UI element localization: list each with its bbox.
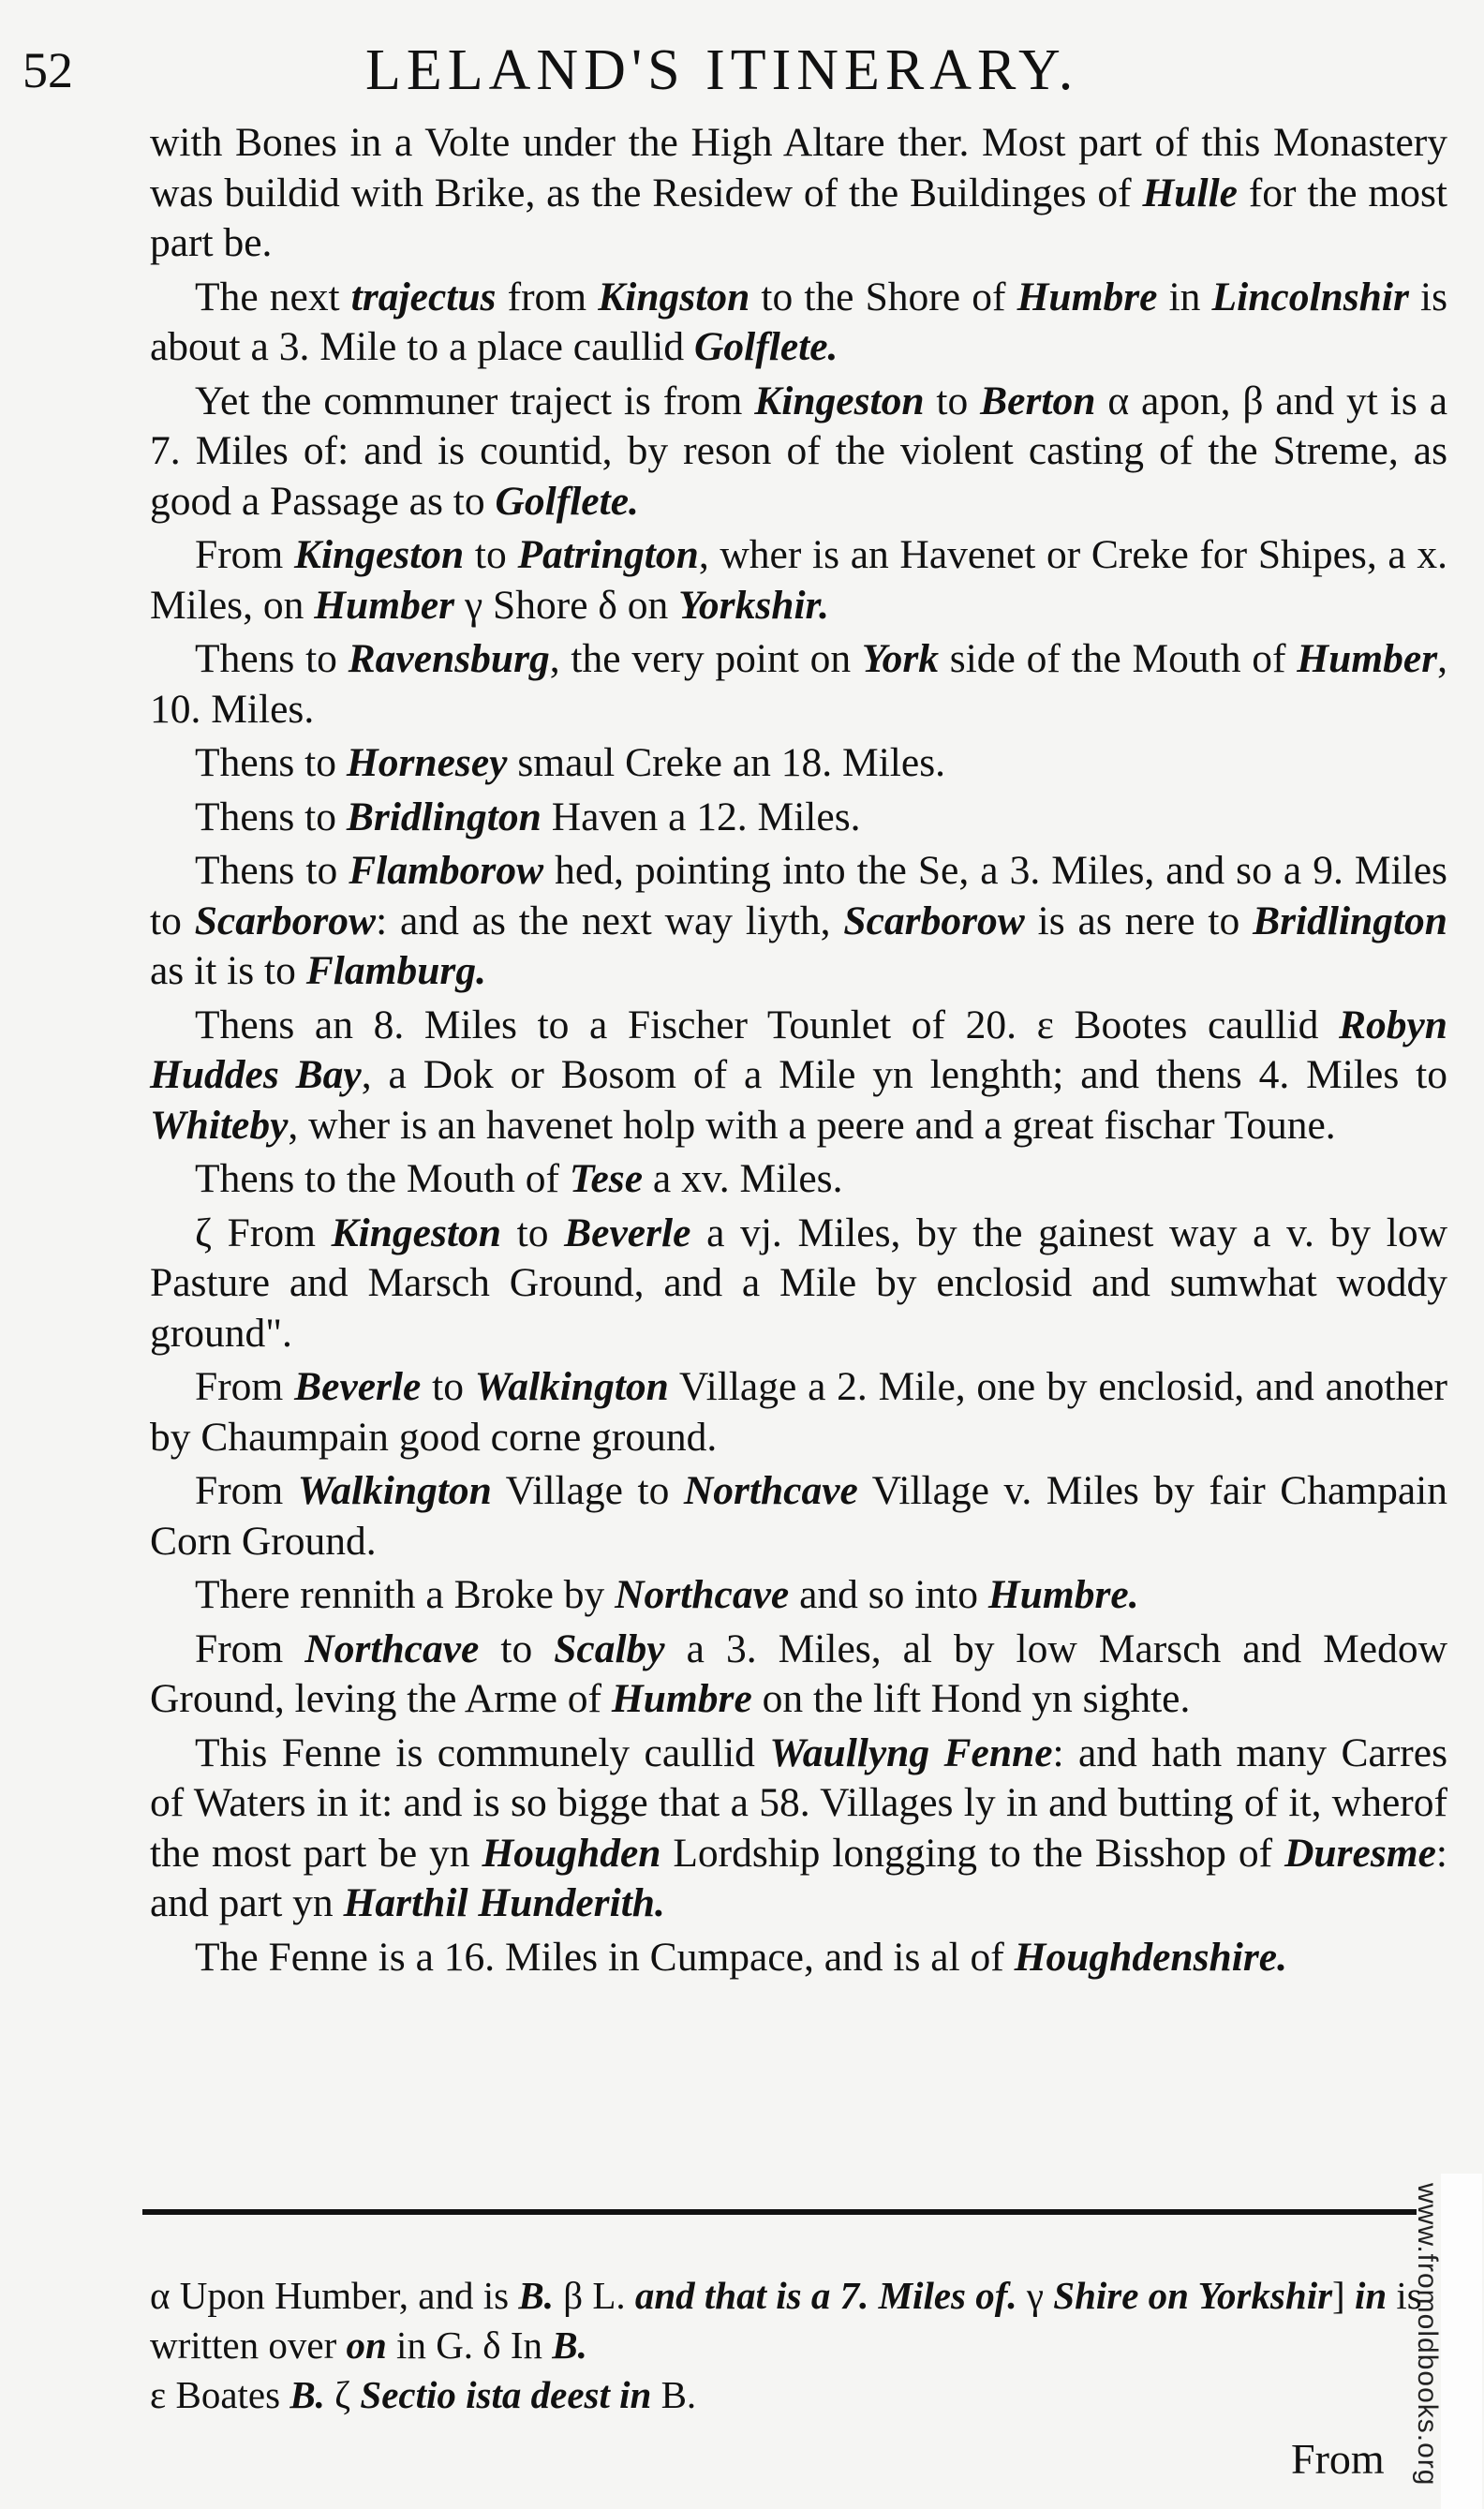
italic-text: Bridlington — [1253, 898, 1447, 943]
text-run: and so into — [789, 1572, 988, 1617]
watermark-text: www.fromoldbooks.org — [1412, 2183, 1443, 2487]
italic-text: Scarborow — [843, 898, 1025, 943]
text-run: Thens to — [195, 740, 347, 785]
text-run: From — [195, 1626, 305, 1671]
text-run: to — [464, 532, 518, 577]
text-run: Yet the communer traject is from — [195, 378, 755, 423]
italic-text: Beverle — [564, 1210, 691, 1255]
italic-text: Houghdenshire. — [1014, 1934, 1287, 1980]
main-text — [150, 118, 1447, 1982]
italic-text: Kingeston — [754, 378, 925, 423]
footnote-paragraph — [150, 2271, 1424, 2370]
footnote-rule — [142, 2209, 1417, 2215]
body-paragraph — [150, 1570, 1447, 1621]
italic-text: York — [861, 636, 940, 681]
italic-text: Humbre — [611, 1676, 752, 1721]
text-run: Village v. Miles by fair Champain Corn Ground. — [150, 1468, 1447, 1564]
text-run: is about a 3. Mile to a place caullid — [150, 274, 1448, 369]
running-title: LELAND'S ITINERARY. — [365, 38, 1079, 102]
text-run: This Fenne is communely caullid — [195, 1730, 770, 1775]
italic-text: Hulle — [1142, 170, 1238, 215]
text-run: Village a 2. Mile, one by enclosid, and another by Chaumpain good corne ground. — [150, 1364, 1448, 1460]
italic-text: Golflete. — [495, 478, 639, 524]
body-paragraph — [150, 738, 1447, 789]
text-run: is written over — [150, 2274, 1422, 2367]
italic-text: Bridlington — [346, 794, 542, 839]
italic-text: Scalby — [554, 1626, 665, 1671]
italic-text: Humber — [314, 582, 455, 628]
text-run: to the Shore of — [749, 274, 1017, 319]
text-run: ζ — [324, 2373, 361, 2416]
text-run: Thens an 8. Miles to a Fischer Tounlet of 20. ε Bootes caullid — [195, 1002, 1339, 1047]
text-run: From — [195, 1364, 295, 1409]
italic-text: B. — [289, 2373, 325, 2416]
italic-text: Whiteby — [150, 1102, 289, 1148]
text-run: hed, pointing into the Se, a 3. Miles, and so a 9. Miles to — [150, 848, 1447, 943]
body-paragraph — [150, 1209, 1447, 1359]
text-run: γ — [1017, 2274, 1054, 2317]
text-run: : and hath many Carres of Waters in it: and is so bigge that a 58. Villages ly in and butting of it, wherof the most part be yn — [150, 1730, 1448, 1876]
italic-text: Harthil Hunderith. — [343, 1880, 665, 1925]
watermark-strip — [1441, 2174, 1482, 2509]
body-paragraph — [150, 1154, 1447, 1205]
italic-text: Sectio ista deest in — [360, 2373, 652, 2416]
text-run: α apon, β and yt is a 7. Miles of: and is countid, by reson of the violent casting of the Streme, as good a Passage as to — [150, 378, 1447, 524]
text-run: α Upon Humber, and is — [150, 2274, 519, 2317]
text-run: a xv. Miles. — [643, 1156, 843, 1201]
italic-text: Beverle — [294, 1364, 422, 1409]
text-run: , 10. Miles. — [150, 636, 1448, 732]
text-run: β L. — [553, 2274, 635, 2317]
text-run: Haven a 12. Miles. — [541, 794, 861, 839]
text-run: B. — [651, 2373, 697, 2416]
text-run: From — [195, 532, 294, 577]
italic-text: Walkington — [297, 1468, 492, 1513]
italic-text: Humbre — [1017, 274, 1158, 319]
body-paragraph — [150, 846, 1447, 997]
page-number: 52 — [22, 42, 73, 98]
italic-text: Kingeston — [331, 1210, 501, 1255]
italic-text: Houghden — [482, 1830, 661, 1876]
text-run: ε Boates — [150, 2373, 290, 2416]
text-run: Village to — [491, 1468, 684, 1513]
text-run: The Fenne is a 16. Miles in Cumpace, and is al of — [195, 1934, 1015, 1980]
body-paragraph — [150, 530, 1447, 631]
body-paragraph — [150, 1933, 1447, 1983]
text-run: ] — [1332, 2274, 1355, 2317]
italic-text: Duresme — [1284, 1830, 1436, 1876]
body-paragraph — [150, 1729, 1447, 1929]
text-run: , wher is an havenet holp with a peere and a great fischar Toune. — [288, 1102, 1336, 1148]
italic-text: B. — [552, 2323, 587, 2367]
text-run: to — [500, 1210, 565, 1255]
italic-text: Yorkshir. — [678, 582, 829, 628]
text-run: Lordship longging to the Bisshop of — [660, 1830, 1284, 1876]
text-run: to — [479, 1626, 555, 1671]
italic-text: Walkington — [474, 1364, 669, 1409]
text-run: Thens to the Mouth of — [195, 1156, 570, 1201]
italic-text: Hornesey — [346, 740, 508, 785]
text-run: from — [496, 274, 599, 319]
italic-text: Humber — [1297, 636, 1438, 681]
text-run: in — [1157, 274, 1212, 319]
italic-text: Golflete. — [694, 324, 838, 369]
text-run: The next — [195, 274, 351, 319]
italic-text: B. — [518, 2274, 554, 2317]
italic-text: Lincolnshir — [1211, 274, 1409, 319]
body-paragraph — [150, 1625, 1447, 1725]
italic-text: Ravensburg — [348, 636, 550, 681]
text-run: a vj. Miles, by the gainest way a v. by low Pasture and Marsch Ground, and a Mile by enclosid and sumwhat woddy ground". — [150, 1210, 1447, 1356]
text-run: : and part yn — [150, 1830, 1447, 1925]
italic-text: and that is a 7. Miles of. — [634, 2274, 1017, 2317]
text-run: γ Shore δ on — [454, 582, 679, 628]
italic-text: Northcave — [304, 1626, 480, 1671]
body-paragraph — [150, 377, 1447, 527]
text-run: is as nere to — [1024, 898, 1254, 943]
italic-text: Kingston — [598, 274, 750, 319]
italic-text: Robyn Huddes Bay — [150, 1002, 1447, 1097]
text-run: ζ From — [195, 1210, 332, 1255]
footnotes — [150, 2271, 1424, 2420]
text-run: in G. δ In — [386, 2323, 553, 2367]
text-run: : and as the next way liyth, — [376, 898, 844, 943]
italic-text: Tese — [569, 1156, 644, 1201]
italic-text: Northcave — [615, 1572, 790, 1617]
text-run: to — [924, 378, 981, 423]
italic-text: Shire on Yorkshir — [1053, 2274, 1333, 2317]
italic-text: Waullyng Fenne — [769, 1730, 1053, 1775]
text-run: Thens to — [195, 636, 349, 681]
italic-text: in — [1354, 2274, 1388, 2317]
text-run: , a Dok or Bosom of a Mile yn lenghth; and thens 4. Miles to — [361, 1052, 1447, 1097]
text-run: to — [421, 1364, 475, 1409]
body-paragraph — [150, 634, 1447, 735]
text-run: for the most part be. — [150, 170, 1447, 265]
italic-text: Flamburg. — [305, 948, 486, 993]
text-run: smaul Creke an 18. Miles. — [507, 740, 946, 785]
body-paragraph — [150, 273, 1447, 373]
text-run: Thens to — [195, 848, 349, 893]
italic-text: Humbre. — [987, 1572, 1139, 1617]
text-run: From — [195, 1468, 298, 1513]
body-paragraph — [150, 1001, 1447, 1151]
text-run: , the very point on — [549, 636, 862, 681]
body-paragraph — [150, 793, 1447, 843]
italic-text: on — [346, 2323, 387, 2367]
body-paragraph — [150, 1466, 1447, 1566]
italic-text: Kingeston — [293, 532, 465, 577]
catchword: From — [1291, 2435, 1385, 2483]
text-run: There rennith a Broke by — [195, 1572, 616, 1617]
italic-text: trajectus — [350, 274, 497, 319]
italic-text: Berton — [980, 378, 1096, 423]
text-run: Thens to — [195, 794, 347, 839]
italic-text: Flamborow — [349, 848, 544, 893]
text-run: a 3. Miles, al by low Marsch and Medow Ground, leving the Arme of — [150, 1626, 1448, 1721]
italic-text: Patrington — [517, 532, 699, 577]
italic-text: Northcave — [683, 1468, 858, 1513]
body-paragraph — [150, 118, 1447, 269]
text-run: on the lift Hond yn sighte. — [751, 1676, 1191, 1721]
text-run: side of the Mouth of — [939, 636, 1298, 681]
text-run: with Bones in a Volte under the High Altare ther. Most part of this Monastery was buildid with Brike, as the Residew of the Buildinges of — [150, 120, 1447, 215]
text-run: as it is to — [150, 948, 306, 993]
footnote-paragraph — [150, 2370, 1424, 2420]
body-paragraph — [150, 1362, 1447, 1462]
italic-text: Scarborow — [194, 898, 377, 943]
text-run: , wher is an Havenet or Creke for Shipes, a x. Miles, on — [150, 532, 1447, 628]
